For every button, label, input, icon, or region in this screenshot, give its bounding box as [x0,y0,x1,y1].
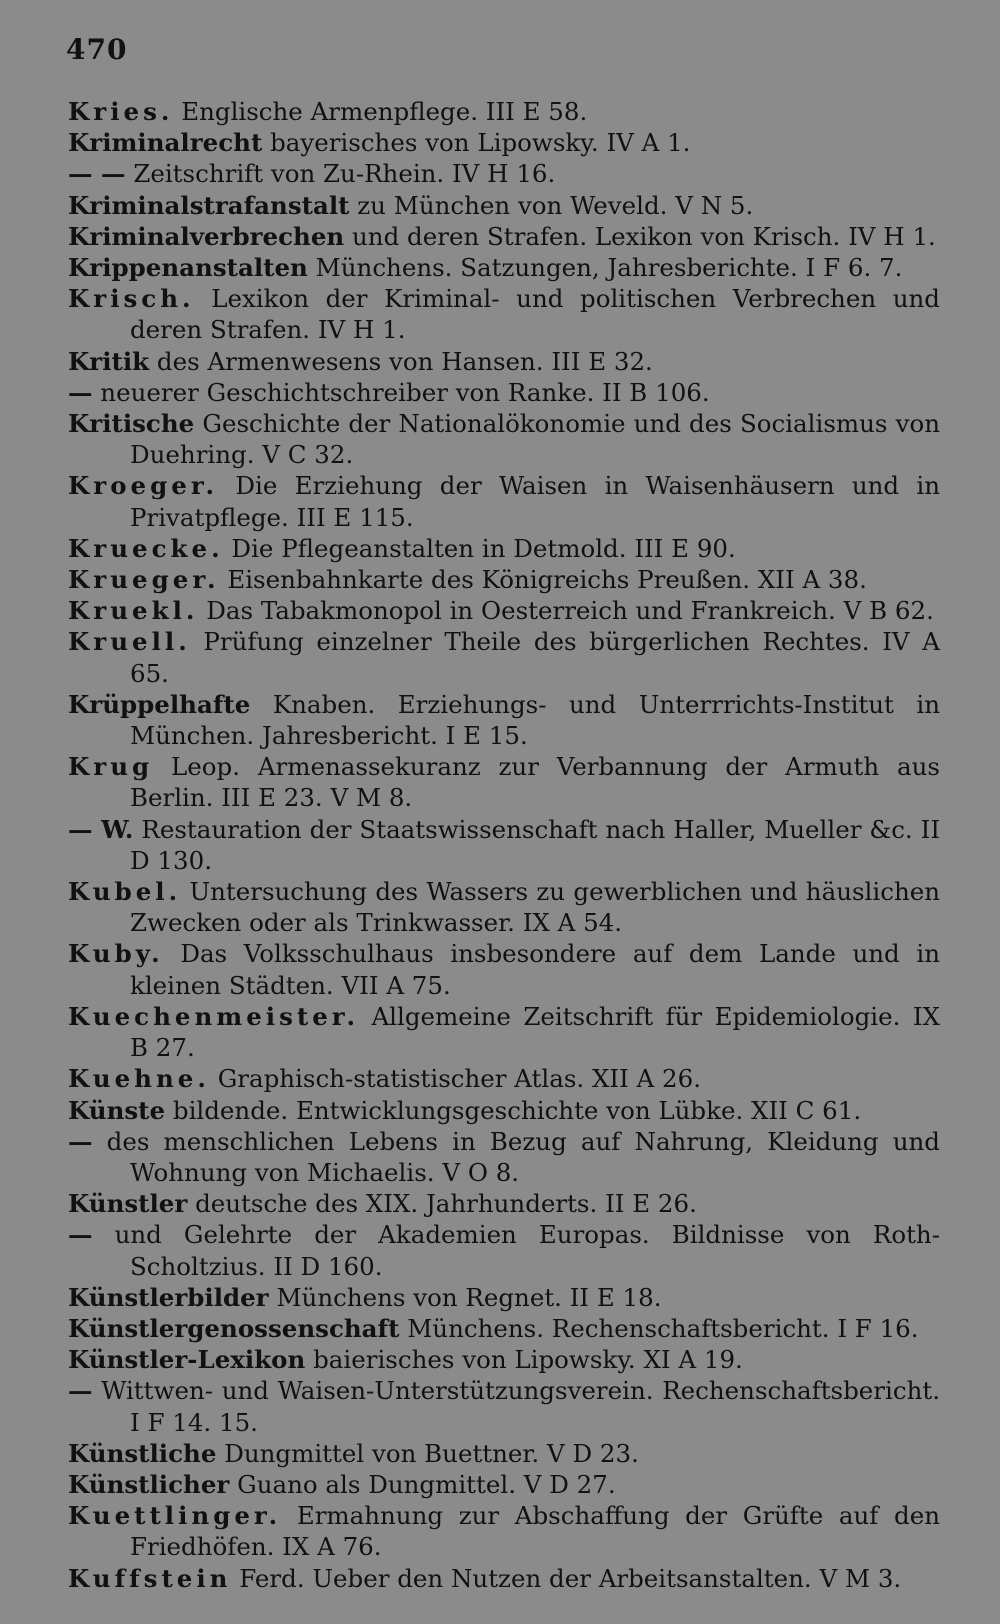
entry-text: Geschichte der Nationalökonomie und des Socialismus von Duehring. V C 32. [130,409,940,470]
index-entry [68,190,940,221]
entry-keyword: Kuechenmeister. [68,1001,359,1031]
entry-text: bildende. Entwicklungsgeschichte von Lübke. XII C 61. [172,1095,862,1125]
entry-text: Eisenbahnkarte des Königreichs Preußen. XII A 38. [227,565,867,595]
entry-keyword: Kubel. [68,877,182,907]
index-entry [68,1282,940,1313]
entry-keyword: — — [68,159,126,189]
entry-keyword: Künstlergenossenschaft [68,1313,400,1343]
index-entry [68,1469,940,1500]
entry-keyword: Kroeger. [68,471,219,501]
entry-text: Lexikon der Kriminal- und politischen Verbrechen und deren Strafen. IV H 1. [130,284,940,345]
entry-text: Graphisch-statistischer Atlas. XII A 26. [217,1064,702,1094]
entry-text: Allgemeine Zeitschrift für Epidemiologie. IX B 27. [130,1001,940,1063]
entry-keyword: Kuby. [68,939,164,969]
entry-keyword: Kriminalstrafanstalt [68,190,350,220]
entry-keyword: Kruell. [68,627,191,657]
entry-text: baierisches von Lipowsky. XI A 19. [313,1345,743,1375]
index-entry [68,221,940,252]
entry-text: Zeitschrift von Zu-Rhein. IV H 16. [133,159,556,189]
entry-keyword: Kruecke. [68,533,224,563]
index-entry [68,1001,940,1063]
entry-text: bayerisches von Lipowsky. IV A 1. [270,128,691,158]
page-number: 470 [66,33,128,66]
entry-text: des Armenwesens von Hansen. III E 32. [156,346,653,376]
index-entry [68,1344,940,1375]
entry-text: Knaben. Erziehungs- und Unterrrichts-Institut in München. Jahresbericht. I E 15. [130,689,940,751]
index-entry [68,876,940,938]
entry-text: und deren Strafen. Lexikon von Krisch. IV H 1. [352,221,936,251]
entry-text: Dungmittel von Buettner. V D 23. [224,1438,639,1468]
entry-keyword: — W. [68,814,134,844]
entry-text: Untersuchung des Wassers zu gewerblichen und häuslichen Zwecken oder als Trinkwasser. IX A 54. [130,877,940,938]
entry-keyword: Kuehne. [68,1064,210,1094]
index-entry [68,1438,940,1469]
index-entry [68,283,940,345]
index-entry [68,1126,940,1188]
entry-keyword: Kruekl. [68,596,199,626]
entry-text: Ermahnung zur Abschaffung der Grüfte auf den Friedhöfen. IX A 76. [130,1501,940,1562]
entry-text: Guano als Dungmittel. V D 27. [237,1469,616,1499]
index-entry [68,346,940,377]
index-entry [68,408,940,470]
entry-text: Das Volksschulhaus insbesondere auf dem Lande und in kleinen Städten. VII A 75. [130,939,940,1000]
entry-text: Prüfung einzelner Theile des bürgerlichen Rechtes. IV A 65. [130,627,940,688]
index-entry [68,626,940,688]
index-entry [68,1375,940,1437]
entry-keyword: Krisch. [68,284,195,314]
index-entry [68,158,940,189]
entry-text: und Gelehrte der Akademien Europas. Bildnisse von Roth-Scholtzius. II D 160. [114,1220,940,1281]
index-entry [68,564,940,595]
entry-text: Münchens von Regnet. II E 18. [276,1282,662,1312]
entry-text: Wittwen- und Waisen-Unterstützungsverein. Rechenschaftsbericht. I F 14. 15. [101,1376,940,1437]
entry-text: Restauration der Staatswissenschaft nach Haller, Mueller &c. II D 130. [130,814,940,875]
entry-text: Das Tabakmonopol in Oesterreich und Frankreich. V B 62. [206,596,934,626]
index-entry [68,252,940,283]
index-entry [68,1063,940,1094]
entry-keyword: — [68,1220,93,1250]
index-entry [68,127,940,158]
entry-keyword: Kuettlinger. [68,1501,282,1531]
entry-text: Münchens. Satzungen, Jahresberichte. I F 6. 7. [315,253,903,283]
entry-text: Ferd. Ueber den Nutzen der Arbeitsanstalten. V M 3. [239,1563,902,1593]
entry-text: Englische Armenpflege. III E 58. [181,97,588,126]
index-entry [68,689,940,751]
entry-keyword: Kries. [68,97,174,126]
entry-text: des menschlichen Lebens in Bezug auf Nahrung, Kleidung und Wohnung von Michaelis. V O 8. [106,1126,940,1187]
index-entry [68,814,940,876]
index-entry [68,377,940,408]
entry-text: Münchens. Rechenschaftsbericht. I F 16. [407,1313,919,1343]
index-entry [68,1500,940,1562]
entry-keyword: Krueger. [68,565,220,595]
entry-keyword: Kritik [68,346,150,376]
entry-keyword: Künstler [68,1189,188,1219]
entry-keyword: — [68,1126,93,1156]
index-entry [68,1313,940,1344]
entry-text: Die Pflegeanstalten in Detmold. III E 90. [231,533,736,563]
index-entry [68,1563,940,1594]
entry-keyword: Künstler-Lexikon [68,1345,306,1375]
entry-keyword: Kuffstein [68,1563,232,1593]
index-entry [68,1219,940,1281]
index-entry [68,595,940,626]
entry-keyword: — [68,377,93,407]
entry-text: zu München von Weveld. V N 5. [357,190,754,220]
entry-keyword: Künste [68,1095,166,1125]
entry-keyword: Kriminalverbrechen [68,221,345,251]
entry-text: deutsche des XIX. Jahrhunderts. II E 26. [195,1189,697,1219]
entry-keyword: Krüppelhafte [68,689,251,719]
entry-text: neuerer Geschichtschreiber von Ranke. II B 106. [100,377,710,407]
index-entry [68,751,940,813]
entry-keyword: Krippenanstalten [68,253,308,283]
entry-text: Die Erziehung der Waisen in Waisenhäusern und in Privatpflege. III E 115. [130,471,940,532]
index-entry [68,533,940,564]
index-entry [68,938,940,1000]
index-entry [68,1188,940,1219]
entry-keyword: — [68,1376,93,1406]
entry-keyword: Künstlerbilder [68,1282,269,1312]
entry-keyword: Künstliche [68,1438,217,1468]
entry-text: Leop. Armenassekuranz zur Verbannung der Armuth aus Berlin. III E 23. V M 8. [130,752,940,813]
index-entry [68,470,940,532]
entry-keyword: Kritische [68,409,195,439]
entry-keyword: Krug [68,752,154,782]
index-entry [68,96,940,127]
entry-keyword: Kriminalrecht [68,128,263,158]
index-entry-list [68,96,940,1594]
index-entry [68,1095,940,1126]
entry-keyword: Künstlicher [68,1469,230,1499]
